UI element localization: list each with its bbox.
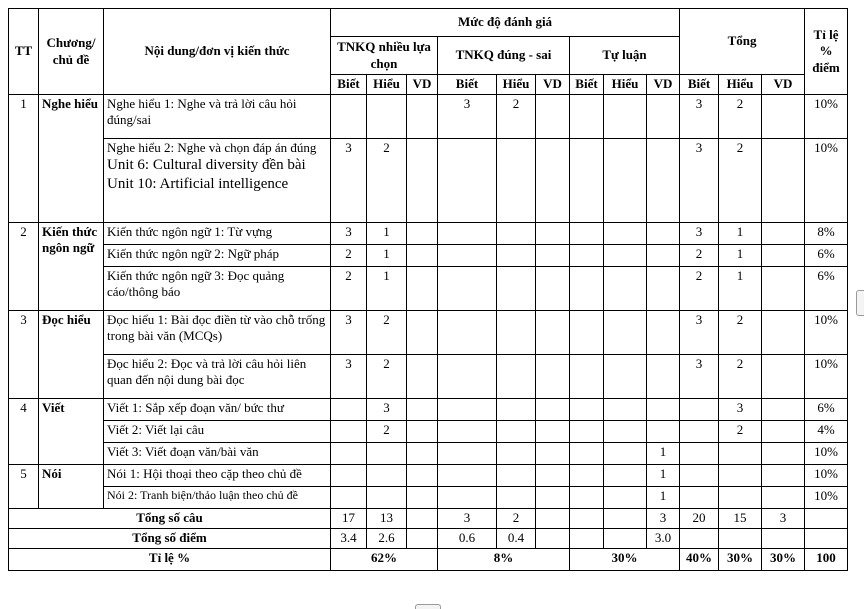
row-tt: 4 xyxy=(9,399,39,465)
row-value xyxy=(647,95,680,139)
scroll-side-handle[interactable] xyxy=(856,290,864,316)
row-value xyxy=(367,443,407,465)
row-content-text: Đọc hiểu 2: Đọc và trả lời câu hỏi liên quan đến nội dung bài đọc xyxy=(107,356,307,388)
row-value xyxy=(438,355,497,399)
row-value xyxy=(762,223,805,245)
row-value xyxy=(647,139,680,223)
row-value xyxy=(536,95,570,139)
header-content: Nội dung/đơn vị kiến thức xyxy=(104,9,331,95)
row-value: 3 xyxy=(331,139,367,223)
row-value xyxy=(604,139,647,223)
row-value xyxy=(536,443,570,465)
row-value xyxy=(762,399,805,421)
ratio-total-biet: 40% xyxy=(680,549,719,571)
row-value xyxy=(367,95,407,139)
row-value xyxy=(570,139,604,223)
row-content xyxy=(104,223,331,245)
table-row xyxy=(9,421,848,443)
row-value xyxy=(331,399,367,421)
row-rate: 10% xyxy=(805,139,848,223)
row-value: 2 xyxy=(497,95,536,139)
row-value xyxy=(407,95,438,139)
row-value: 1 xyxy=(647,443,680,465)
ratio-rate: 100 xyxy=(805,549,848,571)
total-points-value xyxy=(762,529,805,549)
total-questions-value xyxy=(407,509,438,529)
header-vd: VD xyxy=(536,75,570,95)
row-content-text: Đọc hiểu 1: Bài đọc điền từ vào chỗ trống trong bài văn (MCQs) xyxy=(107,312,326,344)
row-rate: 6% xyxy=(805,267,848,311)
row-value xyxy=(407,223,438,245)
row-value xyxy=(407,311,438,355)
row-topic: Kiến thức ngôn ngữ xyxy=(39,223,104,311)
row-value xyxy=(536,421,570,443)
total-points-value: 3.4 xyxy=(331,529,367,549)
header-vd: VD xyxy=(647,75,680,95)
header-tt: TT xyxy=(9,9,39,95)
row-value xyxy=(570,487,604,509)
header-biet: Biết xyxy=(570,75,604,95)
ratio-tnkq-multi: 62% xyxy=(331,549,438,571)
row-value xyxy=(497,355,536,399)
row-value xyxy=(647,267,680,311)
table-row xyxy=(9,399,848,421)
row-value xyxy=(407,267,438,311)
row-content xyxy=(104,95,331,139)
row-topic: Đọc hiểu xyxy=(39,311,104,399)
row-value xyxy=(407,355,438,399)
table-row xyxy=(9,139,848,223)
row-value xyxy=(536,311,570,355)
header-hieu: Hiểu xyxy=(497,75,536,95)
row-value xyxy=(647,355,680,399)
table-row xyxy=(9,223,848,245)
row-value xyxy=(367,487,407,509)
row-value xyxy=(570,95,604,139)
header-hieu: Hiểu xyxy=(719,75,762,95)
header-essay: Tự luận xyxy=(570,37,680,75)
row-value xyxy=(438,245,497,267)
row-value: 1 xyxy=(647,465,680,487)
row-value xyxy=(331,465,367,487)
ratio-essay: 30% xyxy=(570,549,680,571)
row-value xyxy=(570,421,604,443)
row-content-text: Nghe hiểu 1: Nghe và trả lời câu hỏi đúng/sai xyxy=(107,96,297,128)
row-value: 3 xyxy=(367,399,407,421)
table-row xyxy=(9,267,848,311)
row-value: 1 xyxy=(719,245,762,267)
row-rate: 6% xyxy=(805,399,848,421)
row-value xyxy=(497,443,536,465)
row-content-extra: Unit 6: Cultural diversity đền bài xyxy=(107,157,306,174)
row-topic: Nghe hiểu xyxy=(39,95,104,223)
row-value: 2 xyxy=(719,421,762,443)
row-content-text: Viết 3: Viết đoạn văn/bài văn xyxy=(107,444,259,459)
row-content-text: Kiến thức ngôn ngữ 3: Đọc quảng cáo/thông báo xyxy=(107,268,285,300)
row-content xyxy=(104,355,331,399)
row-topic: Viết xyxy=(39,399,104,465)
row-value xyxy=(762,355,805,399)
row-value xyxy=(570,399,604,421)
row-value xyxy=(331,95,367,139)
row-tt: 3 xyxy=(9,311,39,399)
row-value xyxy=(407,139,438,223)
row-value: 3 xyxy=(331,311,367,355)
assessment-matrix-table xyxy=(8,8,848,571)
row-value xyxy=(367,465,407,487)
row-value xyxy=(497,399,536,421)
row-value: 1 xyxy=(719,223,762,245)
total-points-value xyxy=(719,529,762,549)
total-questions-value: 3 xyxy=(647,509,680,529)
row-tt: 2 xyxy=(9,223,39,311)
header-rate: Tỉ lệ % điểm xyxy=(805,9,848,95)
row-content xyxy=(104,267,331,311)
row-value xyxy=(570,223,604,245)
row-value xyxy=(497,465,536,487)
row-content-text: Nghe hiểu 2: Nghe và chọn đáp án đúng xyxy=(107,140,317,155)
row-value xyxy=(604,487,647,509)
row-value xyxy=(536,139,570,223)
total-points-value: 3.0 xyxy=(647,529,680,549)
row-value: 1 xyxy=(647,487,680,509)
row-rate: 10% xyxy=(805,443,848,465)
row-content xyxy=(104,465,331,487)
row-content xyxy=(104,487,331,509)
row-value: 3 xyxy=(680,95,719,139)
row-content xyxy=(104,311,331,355)
row-rate: 10% xyxy=(805,311,848,355)
total-points-value: 0.4 xyxy=(497,529,536,549)
row-value xyxy=(438,267,497,311)
row-value xyxy=(407,245,438,267)
row-content xyxy=(104,443,331,465)
total-points-value xyxy=(407,529,438,549)
scroll-bottom-handle[interactable] xyxy=(415,604,441,609)
total-points-label: Tổng số điểm xyxy=(9,529,331,549)
row-value xyxy=(497,311,536,355)
row-value: 3 xyxy=(680,311,719,355)
table-row xyxy=(9,355,848,399)
row-value xyxy=(438,487,497,509)
row-rate: 4% xyxy=(805,421,848,443)
row-value xyxy=(407,487,438,509)
row-tt: 5 xyxy=(9,465,39,509)
row-value xyxy=(570,465,604,487)
row-value xyxy=(762,311,805,355)
row-value xyxy=(680,487,719,509)
row-value: 2 xyxy=(367,311,407,355)
row-value: 2 xyxy=(719,95,762,139)
row-value xyxy=(570,443,604,465)
row-value: 3 xyxy=(680,355,719,399)
row-value xyxy=(762,139,805,223)
row-content-text: Nói 2: Tranh biện/thảo luận theo chủ đề xyxy=(107,488,298,502)
row-value: 1 xyxy=(367,245,407,267)
row-value: 2 xyxy=(367,139,407,223)
row-value xyxy=(407,465,438,487)
row-value xyxy=(762,267,805,311)
total-questions-value: 20 xyxy=(680,509,719,529)
row-value: 3 xyxy=(438,95,497,139)
row-value xyxy=(331,443,367,465)
total-questions-value: 13 xyxy=(367,509,407,529)
total-questions-value xyxy=(536,509,570,529)
row-value: 2 xyxy=(331,267,367,311)
row-value: 1 xyxy=(367,223,407,245)
row-value xyxy=(536,355,570,399)
row-value: 3 xyxy=(331,355,367,399)
row-value xyxy=(536,487,570,509)
row-value xyxy=(497,421,536,443)
row-value: 2 xyxy=(367,421,407,443)
row-value: 2 xyxy=(719,355,762,399)
row-value xyxy=(570,267,604,311)
row-content-text: Viết 1: Sắp xếp đoạn văn/ bức thư xyxy=(107,400,284,415)
header-vd: VD xyxy=(762,75,805,95)
row-value xyxy=(647,223,680,245)
row-value xyxy=(536,399,570,421)
row-content xyxy=(104,421,331,443)
row-value xyxy=(680,421,719,443)
total-questions-value: 3 xyxy=(762,509,805,529)
row-value xyxy=(497,487,536,509)
row-value: 3 xyxy=(680,139,719,223)
row-content-text: Nói 1: Hội thoại theo cặp theo chủ đề xyxy=(107,466,302,481)
row-value xyxy=(762,465,805,487)
row-value xyxy=(604,421,647,443)
row-value: 2 xyxy=(680,245,719,267)
ratio-label: Tỉ lệ % xyxy=(9,549,331,571)
row-value xyxy=(604,245,647,267)
ratio-tnkq-tf: 8% xyxy=(438,549,570,571)
row-value xyxy=(438,465,497,487)
row-value: 3 xyxy=(331,223,367,245)
row-rate: 10% xyxy=(805,465,848,487)
row-value xyxy=(762,95,805,139)
table-row xyxy=(9,95,848,139)
total-points-value xyxy=(805,529,848,549)
row-value xyxy=(604,223,647,245)
total-questions-value: 17 xyxy=(331,509,367,529)
row-value xyxy=(647,245,680,267)
row-value xyxy=(604,465,647,487)
row-value xyxy=(497,245,536,267)
table-row xyxy=(9,487,848,509)
row-value xyxy=(719,465,762,487)
total-points-value xyxy=(680,529,719,549)
row-value xyxy=(604,95,647,139)
row-value xyxy=(438,443,497,465)
table-row xyxy=(9,443,848,465)
row-rate: 6% xyxy=(805,245,848,267)
total-points-value xyxy=(570,529,604,549)
total-points-value xyxy=(604,529,647,549)
row-value xyxy=(438,311,497,355)
ratio-total-vd: 30% xyxy=(762,549,805,571)
row-content-text: Kiến thức ngôn ngữ 1: Từ vựng xyxy=(107,224,273,239)
row-value xyxy=(536,223,570,245)
row-value xyxy=(604,267,647,311)
row-value xyxy=(647,311,680,355)
row-rate: 8% xyxy=(805,223,848,245)
row-value xyxy=(331,421,367,443)
row-value xyxy=(536,267,570,311)
table-header xyxy=(9,9,848,95)
table-body xyxy=(9,95,848,509)
row-content xyxy=(104,245,331,267)
row-value xyxy=(719,487,762,509)
total-questions-value: 15 xyxy=(719,509,762,529)
row-content-extra: Unit 10: Artificial intelligence xyxy=(107,176,289,192)
row-value xyxy=(570,311,604,355)
row-content xyxy=(104,399,331,421)
row-value xyxy=(762,245,805,267)
row-value xyxy=(438,421,497,443)
row-value xyxy=(604,399,647,421)
row-value: 1 xyxy=(719,267,762,311)
row-value xyxy=(680,443,719,465)
row-rate: 10% xyxy=(805,95,848,139)
total-questions-value: 3 xyxy=(438,509,497,529)
header-biet: Biết xyxy=(680,75,719,95)
row-value: 2 xyxy=(719,311,762,355)
row-value xyxy=(497,139,536,223)
row-tt: 1 xyxy=(9,95,39,223)
row-value xyxy=(536,465,570,487)
row-value: 3 xyxy=(719,399,762,421)
row-value xyxy=(604,355,647,399)
total-questions-value: 2 xyxy=(497,509,536,529)
row-value xyxy=(497,267,536,311)
row-value: 2 xyxy=(331,245,367,267)
table-summary xyxy=(9,509,848,571)
header-hieu: Hiểu xyxy=(367,75,407,95)
header-biet: Biết xyxy=(331,75,367,95)
row-value xyxy=(331,487,367,509)
total-points-value: 0.6 xyxy=(438,529,497,549)
row-value xyxy=(407,443,438,465)
header-biet: Biết xyxy=(438,75,497,95)
row-value xyxy=(570,245,604,267)
row-value xyxy=(570,355,604,399)
table-row xyxy=(9,311,848,355)
row-value xyxy=(438,223,497,245)
row-value: 1 xyxy=(367,267,407,311)
header-hieu: Hiểu xyxy=(604,75,647,95)
total-questions-value xyxy=(805,509,848,529)
total-points-value: 2.6 xyxy=(367,529,407,549)
table-row xyxy=(9,465,848,487)
row-value xyxy=(604,311,647,355)
total-questions-value xyxy=(604,509,647,529)
header-tnkq-tf: TNKQ đúng - sai xyxy=(438,37,570,75)
header-vd: VD xyxy=(407,75,438,95)
row-value: 2 xyxy=(367,355,407,399)
total-points-value xyxy=(536,529,570,549)
row-content-text: Viết 2: Viết lại câu xyxy=(107,422,205,437)
table-row xyxy=(9,245,848,267)
row-content xyxy=(104,139,331,223)
header-tnkq-multi: TNKQ nhiều lựa chọn xyxy=(331,37,438,75)
row-value xyxy=(647,421,680,443)
row-value xyxy=(647,399,680,421)
header-chapter: Chương/ chủ đề xyxy=(39,9,104,95)
row-value: 2 xyxy=(680,267,719,311)
row-value xyxy=(438,399,497,421)
header-assessment-level: Mức độ đánh giá xyxy=(331,9,680,37)
row-value xyxy=(497,223,536,245)
total-questions-value xyxy=(570,509,604,529)
row-value xyxy=(407,399,438,421)
total-questions-label: Tổng số câu xyxy=(9,509,331,529)
row-value xyxy=(762,487,805,509)
row-value: 2 xyxy=(719,139,762,223)
row-rate: 10% xyxy=(805,487,848,509)
row-value xyxy=(680,399,719,421)
row-value xyxy=(762,421,805,443)
row-value xyxy=(438,139,497,223)
row-value xyxy=(536,245,570,267)
row-topic: Nói xyxy=(39,465,104,509)
row-value xyxy=(407,421,438,443)
ratio-total-hieu: 30% xyxy=(719,549,762,571)
row-value xyxy=(762,443,805,465)
row-value xyxy=(680,465,719,487)
row-content-text: Kiến thức ngôn ngữ 2: Ngữ pháp xyxy=(107,246,280,261)
row-rate: 10% xyxy=(805,355,848,399)
row-value: 3 xyxy=(680,223,719,245)
header-total: Tổng xyxy=(680,9,805,75)
row-value xyxy=(719,443,762,465)
row-value xyxy=(604,443,647,465)
